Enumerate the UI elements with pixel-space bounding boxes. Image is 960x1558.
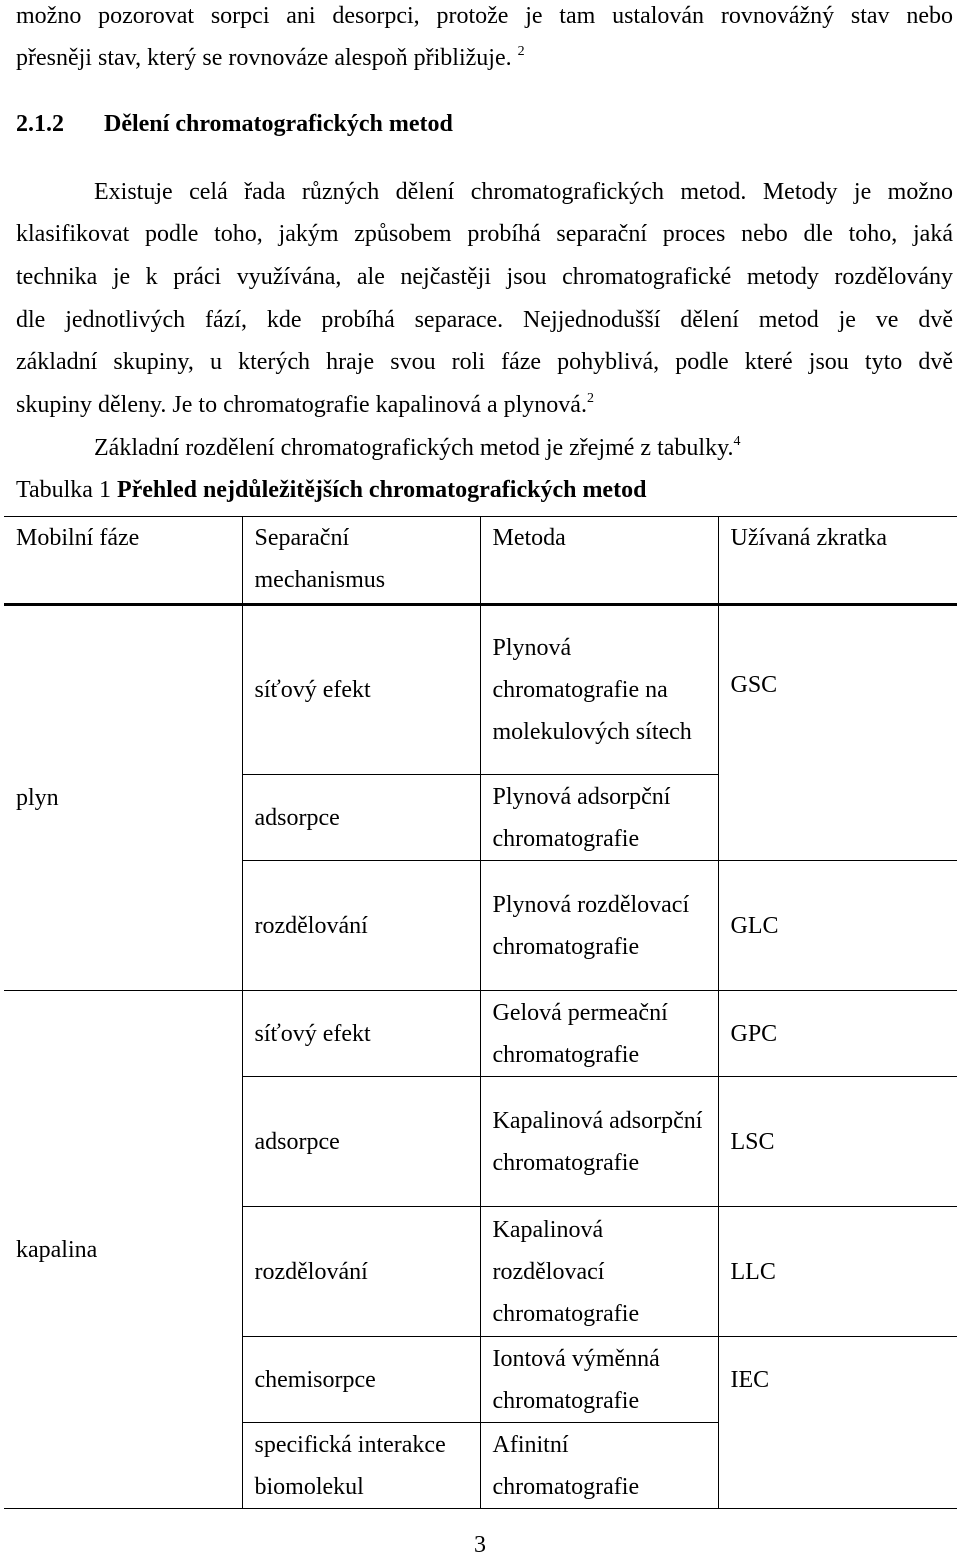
citation-ref: 2	[586, 391, 594, 406]
section-number: 2.1.2	[16, 111, 64, 137]
abbr-cell: IEC	[718, 1337, 957, 1509]
paragraph-text: přesněji stav, který se rovnováze alespoň přibližuje.	[16, 45, 512, 71]
phase-cell: plyn	[4, 605, 242, 991]
citation-ref: 4	[733, 434, 741, 449]
paragraph-line	[16, 46, 525, 70]
method-cell: Gelová permeační chromatografie	[480, 991, 718, 1077]
section-heading	[16, 112, 453, 136]
mechanism-cell: adsorpce	[242, 775, 480, 861]
caption-prefix: Tabulka 1	[16, 477, 111, 503]
abbr-cell: GLC	[718, 861, 957, 991]
page-number: 3	[474, 1532, 486, 1558]
paragraph-line: základní skupiny, u kterých hraje svou roli fáze pohyblivá, podle které jsou tyto dvě	[16, 349, 953, 375]
table-header-row	[4, 517, 957, 605]
mechanism-cell: chemisorpce	[242, 1337, 480, 1423]
paragraph-text: Základní rozdělení chromatografických metod je zřejmé z tabulky.	[94, 435, 734, 461]
mechanism-cell: síťový efekt	[242, 991, 480, 1077]
abbr-cell: LLC	[718, 1207, 957, 1337]
citation-ref: 2	[517, 44, 525, 59]
table-intro	[94, 436, 741, 460]
header-cell: Separační mechanismus	[242, 517, 480, 605]
method-cell: Plynová rozdělovací chromatografie	[480, 861, 718, 991]
paragraph-line: technika je k práci využívána, ale nejčastěji jsou chromatografické metody rozdělovány	[16, 264, 953, 290]
methods-table	[4, 516, 957, 1509]
header-cell: Metoda	[480, 517, 718, 605]
method-cell: Plynová adsorpční chromatografie	[480, 775, 718, 861]
abbr-cell: LSC	[718, 1077, 957, 1207]
table-row	[4, 605, 957, 775]
mechanism-cell: specifická interakce biomolekul	[242, 1423, 480, 1509]
mechanism-cell: rozdělování	[242, 861, 480, 991]
paragraph-line: klasifikovat podle toho, jakým způsobem probíhá separační proces nebo dle toho, jaká	[16, 221, 953, 247]
section-title: Dělení chromatografických metod	[104, 111, 453, 137]
mechanism-cell: síťový efekt	[242, 605, 480, 775]
method-cell: Kapalinová rozdělovací chromatografie	[480, 1207, 718, 1337]
method-cell: Kapalinová adsorpční chromatografie	[480, 1077, 718, 1207]
method-cell: Plynová chromatografie na molekulových sítech	[480, 605, 718, 775]
mechanism-cell: rozdělování	[242, 1207, 480, 1337]
paragraph-text: skupiny děleny. Je to chromatografie kapalinová a plynová.	[16, 392, 587, 418]
method-cell: Afinitní chromatografie	[480, 1423, 718, 1509]
paragraph-line: možno pozorovat sorpci ani desorpci, protože je tam ustalován rovnovážný stav nebo	[16, 3, 953, 29]
header-cell: Užívaná zkratka	[718, 517, 957, 605]
paragraph-line: dle jednotlivých fází, kde probíhá separace. Nejjednodušší dělení metod je ve dvě	[16, 307, 953, 333]
paragraph-line: Existuje celá řada různých dělení chromatografických metod. Metody je možno	[94, 179, 953, 205]
abbr-cell: GSC	[718, 605, 957, 861]
table-row	[4, 991, 957, 1077]
method-cell: Iontová výměnná chromatografie	[480, 1337, 718, 1423]
paragraph-line	[16, 393, 594, 417]
table-caption	[16, 478, 646, 502]
abbr-cell: GPC	[718, 991, 957, 1077]
mechanism-cell: adsorpce	[242, 1077, 480, 1207]
header-cell: Mobilní fáze	[4, 517, 242, 605]
phase-cell: kapalina	[4, 991, 242, 1509]
caption-title: Přehled nejdůležitějších chromatografických metod	[116, 477, 647, 503]
